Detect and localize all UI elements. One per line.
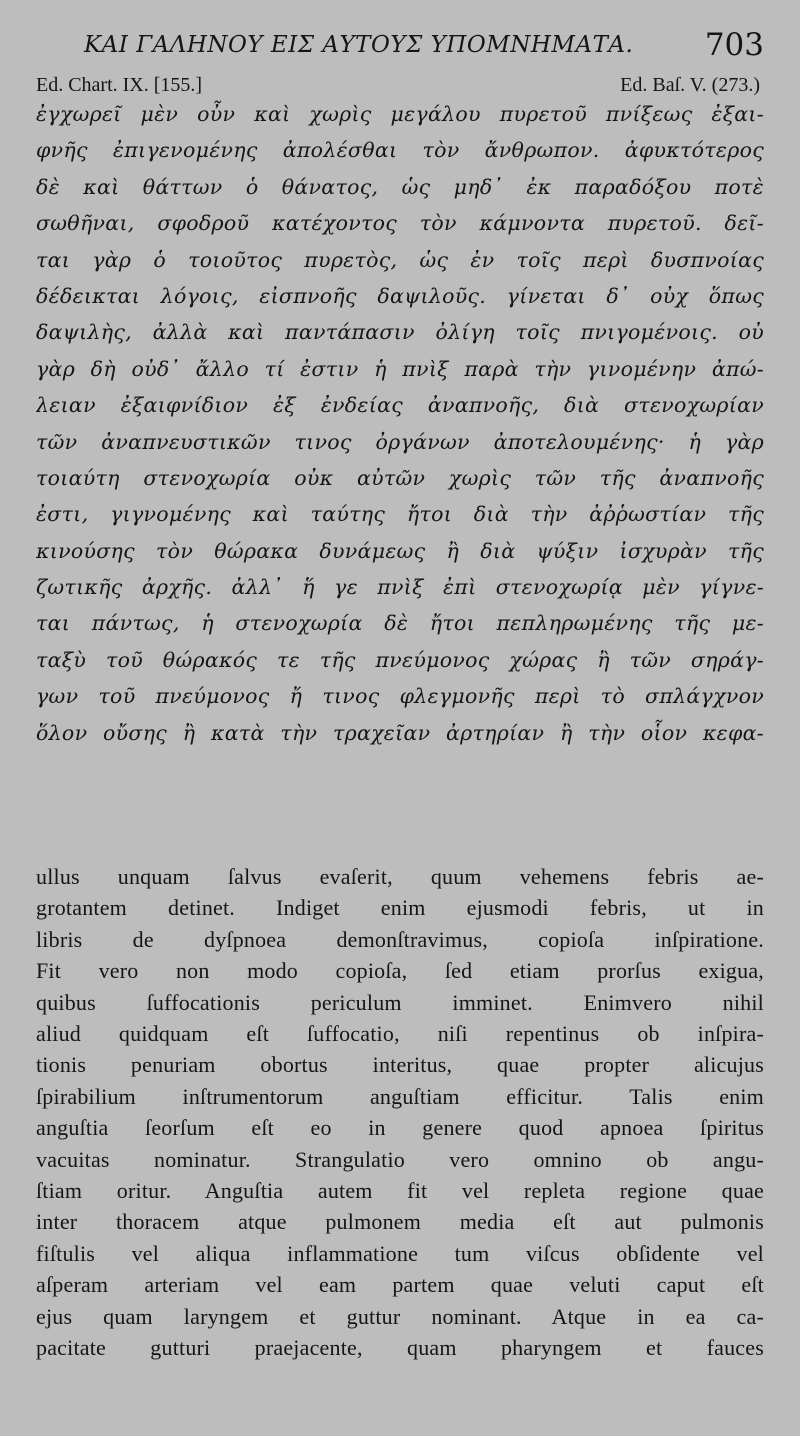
greek-line: δὲ καὶ θάττων ὁ θάνατος, ὡς μηδ᾽ ἐκ παραδόξου ποτὲ [36, 174, 764, 199]
edition-chartier-reference: Ed. Chart. IX. [155.] [36, 74, 203, 96]
greek-line: κινούσης τὸν θώρακα δυνάμεως ἢ διὰ ψύξιν ἰσχυρὰν τῆς [36, 538, 764, 563]
running-title: ΚΑΙ ΓΑΛΗΝΟΥ ΕΙΣ ΑΥΤΟΥΣ ΥΠΟΜΝΗΜΑΤΑ. [84, 32, 634, 58]
greek-line: ἐστι, γιγνομένης καὶ ταύτης ἤτοι διὰ τὴν ἀῤῥωστίαν τῆς [36, 502, 764, 527]
running-head [36, 26, 764, 66]
greek-line: γων τοῦ πνεύμονος ἤ τινος φλεγμονῆς περὶ τὸ σπλάγχνον [36, 684, 764, 709]
greek-line: φνῆς ἐπιγενομένης ἀπολέσθαι τὸν ἄνθρωπον. ἀφυκτότερος [36, 138, 764, 163]
page-number: 703 [704, 27, 764, 63]
greek-line: ταξὺ τοῦ θώρακός τε τῆς πνεύμονος χώρας ἢ τῶν σηράγ- [36, 647, 764, 672]
latin-line: Fit vero non modo copioſa, ſed etiam prorſus exigua, [36, 958, 764, 984]
latin-line: vacuitas nominatur. Strangulatio vero omnino ob angu- [36, 1146, 764, 1172]
greek-line: γὰρ δὴ οὐδ᾽ ἄλλο τί ἐστιν ἡ πνὶξ παρὰ τὴν γινομένην ἀπώ- [36, 356, 764, 381]
greek-line: ἐγχωρεῖ μὲν οὖν καὶ χωρὶς μεγάλου πυρετοῦ πνίξεως ἐξαι- [36, 102, 764, 126]
edition-reference-line [36, 72, 764, 100]
latin-line: pacitate gutturi praejacente, quam pharyngem et fauces [36, 1334, 764, 1360]
greek-line: σωθῆναι, σφοδροῦ κατέχοντος τὸν κάμνοντα πυρετοῦ. δεῖ- [36, 211, 764, 236]
edition-basel-reference: Ed. Baſ. V. (273.) [620, 74, 760, 96]
greek-text-block [36, 96, 764, 751]
latin-line: ejus quam laryngem et guttur nominant. Atque in ea ca- [36, 1303, 764, 1329]
latin-line: grotantem detinet. Indiget enim ejusmodi febris, ut in [36, 895, 764, 921]
latin-line: ſpirabilium inſtrumentorum anguſtiam efficitur. Talis enim [36, 1083, 764, 1109]
latin-line: ullus unquam ſalvus evaſerit, quum vehemens febris ae- [36, 864, 764, 890]
latin-line: aſperam arteriam vel eam partem quae veluti caput eſt [36, 1272, 764, 1298]
greek-line: ται πάντως, ἡ στενοχωρία δὲ ἤτοι πεπληρωμένης τῆς με- [36, 611, 764, 636]
latin-line: inter thoracem atque pulmonem media eſt aut pulmonis [36, 1209, 764, 1235]
latin-line: quibus ſuffocationis periculum imminet. Enimvero nihil [36, 989, 764, 1015]
blank-gap [36, 751, 764, 861]
greek-line: ται γὰρ ὁ τοιοῦτος πυρετὸς, ὡς ἐν τοῖς περὶ δυσπνοίας [36, 247, 764, 272]
greek-line: λειαν ἐξαιφνίδιον ἐξ ἐνδείας ἀναπνοῆς, διὰ στενοχωρίαν [36, 393, 764, 418]
latin-line: anguſtia ſeorſum eſt eo in genere quod apnoea ſpiritus [36, 1115, 764, 1141]
greek-line: δέδεικται λόγοις, εἰσπνοῆς δαψιλοῦς. γίνεται δ᾽ οὐχ ὅπως [36, 283, 764, 308]
latin-line: libris de dyſpnoea demonſtravimus, copioſa inſpiratione. [36, 926, 764, 952]
latin-line: tionis penuriam obortus interitus, quae propter alicujus [36, 1052, 764, 1078]
greek-line: ζωτικῆς ἀρχῆς. ἀλλ᾽ ἥ γε πνὶξ ἐπὶ στενοχωρίᾳ μὲν γίγνε- [36, 575, 764, 600]
latin-line: aliud quidquam eſt ſuffocatio, niſi repentinus ob inſpira- [36, 1020, 764, 1046]
greek-line: τῶν ἀναπνευστικῶν τινος ὀργάνων ἀποτελουμένης· ἡ γὰρ [36, 429, 764, 454]
latin-text-block [36, 861, 764, 1363]
greek-line: ὅλον οὔσης ἢ κατὰ τὴν τραχεῖαν ἀρτηρίαν ἢ τὴν οἷον κεφα- [36, 720, 764, 745]
latin-line: fiſtulis vel aliqua inflammatione tum viſcus obſidente vel [36, 1240, 764, 1266]
greek-line: τοιαύτη στενοχωρία οὐκ αὐτῶν χωρὶς τῶν τῆς ἀναπνοῆς [36, 465, 764, 490]
latin-line: ſtiam oritur. Anguſtia autem fit vel repleta regione quae [36, 1177, 764, 1203]
greek-line: δαψιλὴς, ἀλλὰ καὶ παντάπασιν ὀλίγη τοῖς πνιγομένοις. οὐ [36, 320, 764, 345]
